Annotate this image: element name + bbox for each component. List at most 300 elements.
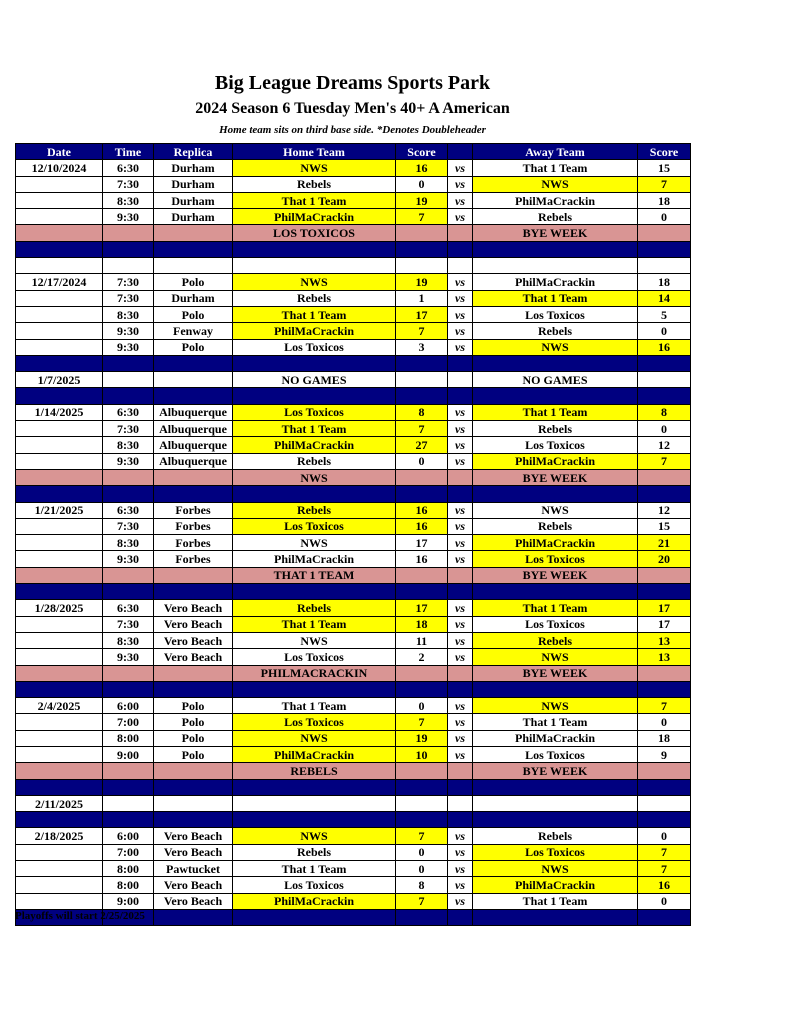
replica-field: Polo (154, 746, 233, 762)
game-row (16, 632, 691, 648)
game-time: 6:30 (103, 160, 154, 176)
away-score: 0 (638, 323, 691, 339)
separator-cell (396, 486, 448, 502)
game-time: 6:30 (103, 600, 154, 616)
separator-cell (638, 909, 691, 925)
separator-cell (103, 779, 154, 795)
separator-cell (154, 355, 233, 371)
game-time: 6:30 (103, 502, 154, 518)
away-team: Rebels (473, 421, 638, 437)
blank-cell (154, 258, 233, 274)
away-score: 14 (638, 290, 691, 306)
week-separator (16, 388, 691, 404)
game-time: 9:30 (103, 209, 154, 225)
vs-label: vs (448, 209, 473, 225)
game-time: 6:30 (103, 404, 154, 420)
away-team: NWS (473, 339, 638, 355)
vs-cell (448, 469, 473, 485)
separator-cell (448, 779, 473, 795)
away-score: 15 (638, 160, 691, 176)
vs-label: vs (448, 518, 473, 534)
home-team: PhilMaCrackin (233, 323, 396, 339)
vs-label: vs (448, 306, 473, 322)
game-date (16, 176, 103, 192)
separator-cell (233, 779, 396, 795)
away-score: 0 (638, 828, 691, 844)
home-score: 7 (396, 828, 448, 844)
game-time: 8:00 (103, 730, 154, 746)
game-row (16, 600, 691, 616)
game-row (16, 893, 691, 909)
away-team: NWS (473, 176, 638, 192)
bye-week-row (16, 567, 691, 583)
page-subtitle: 2024 Season 6 Tuesday Men's 40+ A American (195, 100, 510, 117)
game-time: 8:30 (103, 437, 154, 453)
game-row (16, 714, 691, 730)
away-team: That 1 Team (473, 160, 638, 176)
game-time: 7:30 (103, 616, 154, 632)
game-date: 2/4/2025 (16, 698, 103, 714)
game-row (16, 535, 691, 551)
header-note: Home team sits on third base side. *Denotes Doubleheader (219, 124, 486, 136)
home-score: 1 (396, 290, 448, 306)
vs-label: vs (448, 649, 473, 665)
separator-cell (473, 486, 638, 502)
replica-field: Vero Beach (154, 600, 233, 616)
vs-label: vs (448, 323, 473, 339)
away-team: That 1 Team (473, 893, 638, 909)
date-cell (16, 225, 103, 241)
vs-label: vs (448, 828, 473, 844)
replica-field: Albuquerque (154, 437, 233, 453)
separator-cell (233, 812, 396, 828)
game-date (16, 209, 103, 225)
vs-label (448, 372, 473, 388)
replica-field: Albuquerque (154, 404, 233, 420)
bye-team: THAT 1 TEAM (233, 567, 396, 583)
separator-cell (448, 909, 473, 925)
home-team: NWS (233, 535, 396, 551)
home-score-cell (396, 665, 448, 681)
bye-week-row (16, 225, 691, 241)
separator-cell (154, 388, 233, 404)
vs-cell (448, 225, 473, 241)
home-score: 10 (396, 746, 448, 762)
game-time: 7:30 (103, 518, 154, 534)
separator-cell (16, 584, 103, 600)
away-score-cell (638, 763, 691, 779)
home-score: 27 (396, 437, 448, 453)
away-score: 18 (638, 192, 691, 208)
home-score-cell (396, 763, 448, 779)
vs-label: vs (448, 616, 473, 632)
home-score (396, 795, 448, 811)
vs-label: vs (448, 877, 473, 893)
game-row (16, 861, 691, 877)
col-date: Date (16, 144, 103, 160)
vs-label: vs (448, 844, 473, 860)
game-time: 7:30 (103, 274, 154, 290)
game-row (16, 649, 691, 665)
replica-cell (154, 763, 233, 779)
separator-cell (103, 355, 154, 371)
vs-label: vs (448, 437, 473, 453)
home-team: Los Toxicos (233, 649, 396, 665)
replica-field: Vero Beach (154, 649, 233, 665)
away-team: Rebels (473, 209, 638, 225)
home-score-cell (396, 225, 448, 241)
replica-field: Vero Beach (154, 893, 233, 909)
replica-field: Durham (154, 290, 233, 306)
away-score (638, 795, 691, 811)
away-team: NO GAMES (473, 372, 638, 388)
game-date (16, 714, 103, 730)
home-score: 7 (396, 714, 448, 730)
vs-cell (448, 763, 473, 779)
away-team: Rebels (473, 632, 638, 648)
away-score (638, 372, 691, 388)
away-score-cell (638, 469, 691, 485)
replica-field: Forbes (154, 551, 233, 567)
away-score: 0 (638, 421, 691, 437)
game-time: 7:00 (103, 844, 154, 860)
separator-cell (154, 241, 233, 257)
game-date (16, 730, 103, 746)
home-score: 8 (396, 877, 448, 893)
away-team: Rebels (473, 828, 638, 844)
game-row (16, 616, 691, 632)
game-time: 8:30 (103, 192, 154, 208)
game-row (16, 274, 691, 290)
replica-field: Vero Beach (154, 844, 233, 860)
home-score: 7 (396, 209, 448, 225)
vs-label: vs (448, 160, 473, 176)
game-date: 2/18/2025 (16, 828, 103, 844)
game-date: 1/7/2025 (16, 372, 103, 388)
game-time: 8:30 (103, 632, 154, 648)
home-score: 7 (396, 323, 448, 339)
vs-cell (448, 665, 473, 681)
separator-cell (396, 909, 448, 925)
game-date (16, 616, 103, 632)
replica-field: Vero Beach (154, 828, 233, 844)
blank-cell (638, 258, 691, 274)
vs-label: vs (448, 290, 473, 306)
home-team: That 1 Team (233, 421, 396, 437)
replica-field: Durham (154, 176, 233, 192)
home-team: NWS (233, 828, 396, 844)
game-date (16, 746, 103, 762)
vs-label: vs (448, 861, 473, 877)
separator-cell (154, 584, 233, 600)
game-date: 1/21/2025 (16, 502, 103, 518)
home-team: Los Toxicos (233, 404, 396, 420)
home-score: 19 (396, 192, 448, 208)
away-score: 13 (638, 649, 691, 665)
home-team: NO GAMES (233, 372, 396, 388)
home-team: NWS (233, 730, 396, 746)
separator-cell (154, 909, 233, 925)
separator-cell (396, 681, 448, 697)
away-score: 18 (638, 730, 691, 746)
vs-label: vs (448, 421, 473, 437)
vs-label: vs (448, 551, 473, 567)
week-separator (16, 355, 691, 371)
game-row (16, 795, 691, 811)
home-score: 7 (396, 421, 448, 437)
away-score: 7 (638, 698, 691, 714)
game-date (16, 877, 103, 893)
game-time: 8:30 (103, 535, 154, 551)
away-score: 7 (638, 861, 691, 877)
game-date (16, 893, 103, 909)
separator-cell (396, 388, 448, 404)
replica-field: Polo (154, 339, 233, 355)
replica-field: Pawtucket (154, 861, 233, 877)
game-row (16, 730, 691, 746)
vs-label: vs (448, 176, 473, 192)
home-score: 17 (396, 306, 448, 322)
replica-cell (154, 225, 233, 241)
vs-label: vs (448, 714, 473, 730)
vs-label: vs (448, 600, 473, 616)
bye-label: BYE WEEK (473, 665, 638, 681)
home-score-cell (396, 469, 448, 485)
separator-cell (448, 355, 473, 371)
away-team: PhilMaCrackin (473, 730, 638, 746)
time-cell (103, 763, 154, 779)
home-team: Los Toxicos (233, 714, 396, 730)
bye-label: BYE WEEK (473, 469, 638, 485)
home-score: 0 (396, 176, 448, 192)
game-date (16, 649, 103, 665)
vs-label: vs (448, 698, 473, 714)
away-score: 8 (638, 404, 691, 420)
col-replica: Replica (154, 144, 233, 160)
blank-row (16, 258, 691, 274)
away-score: 18 (638, 274, 691, 290)
home-score: 16 (396, 551, 448, 567)
game-time (103, 795, 154, 811)
home-team: That 1 Team (233, 616, 396, 632)
vs-label: vs (448, 502, 473, 518)
playoffs-note: Playoffs will start 2/25/2025 (15, 910, 145, 922)
separator-cell (233, 681, 396, 697)
home-score (396, 372, 448, 388)
game-time: 7:30 (103, 421, 154, 437)
game-row (16, 518, 691, 534)
separator-cell (448, 241, 473, 257)
home-team: Los Toxicos (233, 518, 396, 534)
home-team: That 1 Team (233, 698, 396, 714)
home-team: Rebels (233, 844, 396, 860)
vs-label: vs (448, 632, 473, 648)
bye-label: BYE WEEK (473, 225, 638, 241)
separator-cell (638, 681, 691, 697)
home-score: 0 (396, 861, 448, 877)
home-score: 11 (396, 632, 448, 648)
separator-cell (473, 681, 638, 697)
game-row (16, 746, 691, 762)
home-score: 17 (396, 600, 448, 616)
game-time: 8:30 (103, 306, 154, 322)
vs-label: vs (448, 274, 473, 290)
game-date (16, 861, 103, 877)
away-team: That 1 Team (473, 290, 638, 306)
time-cell (103, 567, 154, 583)
away-team: PhilMaCrackin (473, 274, 638, 290)
bye-team: LOS TOXICOS (233, 225, 396, 241)
home-team (233, 795, 396, 811)
home-team: PhilMaCrackin (233, 746, 396, 762)
separator-cell (448, 388, 473, 404)
bye-label: BYE WEEK (473, 763, 638, 779)
home-team: That 1 Team (233, 861, 396, 877)
home-score: 8 (396, 404, 448, 420)
col-vs (448, 144, 473, 160)
home-team: NWS (233, 274, 396, 290)
home-team: Rebels (233, 502, 396, 518)
home-team: NWS (233, 160, 396, 176)
separator-cell (638, 812, 691, 828)
home-team: That 1 Team (233, 306, 396, 322)
game-time: 8:00 (103, 861, 154, 877)
game-date (16, 339, 103, 355)
home-team: PhilMaCrackin (233, 893, 396, 909)
separator-cell (396, 241, 448, 257)
separator-cell (233, 909, 396, 925)
page-title: Big League Dreams Sports Park (214, 72, 491, 94)
away-team: Los Toxicos (473, 746, 638, 762)
blank-cell (103, 258, 154, 274)
game-date: 2/11/2025 (16, 795, 103, 811)
game-row (16, 698, 691, 714)
home-team: NWS (233, 632, 396, 648)
bye-team: NWS (233, 469, 396, 485)
date-cell (16, 567, 103, 583)
separator-cell (396, 812, 448, 828)
home-team: Los Toxicos (233, 877, 396, 893)
home-score: 0 (396, 453, 448, 469)
game-row (16, 421, 691, 437)
separator-cell (448, 584, 473, 600)
replica-cell (154, 469, 233, 485)
game-time: 7:30 (103, 290, 154, 306)
replica-field (154, 795, 233, 811)
separator-cell (233, 584, 396, 600)
date-cell (16, 469, 103, 485)
separator-cell (396, 779, 448, 795)
game-time: 6:00 (103, 698, 154, 714)
game-row (16, 290, 691, 306)
game-row (16, 323, 691, 339)
game-row (16, 828, 691, 844)
replica-field: Vero Beach (154, 632, 233, 648)
game-date (16, 844, 103, 860)
away-team: PhilMaCrackin (473, 877, 638, 893)
game-date (16, 518, 103, 534)
game-date (16, 535, 103, 551)
game-time (103, 372, 154, 388)
home-team: Rebels (233, 176, 396, 192)
schedule-body (16, 160, 691, 926)
bye-label: BYE WEEK (473, 567, 638, 583)
separator-cell (16, 241, 103, 257)
away-score: 21 (638, 535, 691, 551)
away-team: Rebels (473, 323, 638, 339)
game-time: 9:30 (103, 323, 154, 339)
vs-label: vs (448, 404, 473, 420)
separator-cell (448, 681, 473, 697)
game-time: 8:00 (103, 877, 154, 893)
bye-week-row (16, 469, 691, 485)
home-score: 17 (396, 535, 448, 551)
away-score: 17 (638, 616, 691, 632)
home-score-cell (396, 567, 448, 583)
vs-label: vs (448, 192, 473, 208)
game-time: 9:30 (103, 453, 154, 469)
separator-cell (16, 681, 103, 697)
away-team: That 1 Team (473, 714, 638, 730)
replica-field: Albuquerque (154, 421, 233, 437)
blank-cell (473, 258, 638, 274)
away-team: That 1 Team (473, 404, 638, 420)
separator-cell (103, 681, 154, 697)
replica-field: Forbes (154, 518, 233, 534)
game-date: 12/17/2024 (16, 274, 103, 290)
vs-cell (448, 567, 473, 583)
game-time: 9:30 (103, 551, 154, 567)
blank-cell (233, 258, 396, 274)
game-row (16, 209, 691, 225)
col-time: Time (103, 144, 154, 160)
away-score: 7 (638, 453, 691, 469)
home-team: Los Toxicos (233, 339, 396, 355)
date-cell (16, 763, 103, 779)
away-score: 0 (638, 209, 691, 225)
game-time: 6:00 (103, 828, 154, 844)
away-score: 16 (638, 877, 691, 893)
replica-field: Polo (154, 714, 233, 730)
separator-cell (638, 241, 691, 257)
separator-cell (16, 355, 103, 371)
away-team: PhilMaCrackin (473, 192, 638, 208)
game-date (16, 453, 103, 469)
separator-cell (16, 486, 103, 502)
separator-cell (154, 486, 233, 502)
game-row (16, 453, 691, 469)
time-cell (103, 469, 154, 485)
away-score: 17 (638, 600, 691, 616)
away-score: 12 (638, 437, 691, 453)
away-score-cell (638, 567, 691, 583)
home-score: 19 (396, 274, 448, 290)
game-time: 7:00 (103, 714, 154, 730)
replica-field: Durham (154, 160, 233, 176)
away-team: Los Toxicos (473, 437, 638, 453)
away-team: Los Toxicos (473, 551, 638, 567)
bye-week-row (16, 665, 691, 681)
game-date (16, 306, 103, 322)
separator-cell (103, 584, 154, 600)
week-separator (16, 681, 691, 697)
away-score: 0 (638, 893, 691, 909)
separator-cell (638, 388, 691, 404)
game-row (16, 877, 691, 893)
vs-label: vs (448, 893, 473, 909)
separator-cell (473, 355, 638, 371)
home-team: PhilMaCrackin (233, 551, 396, 567)
